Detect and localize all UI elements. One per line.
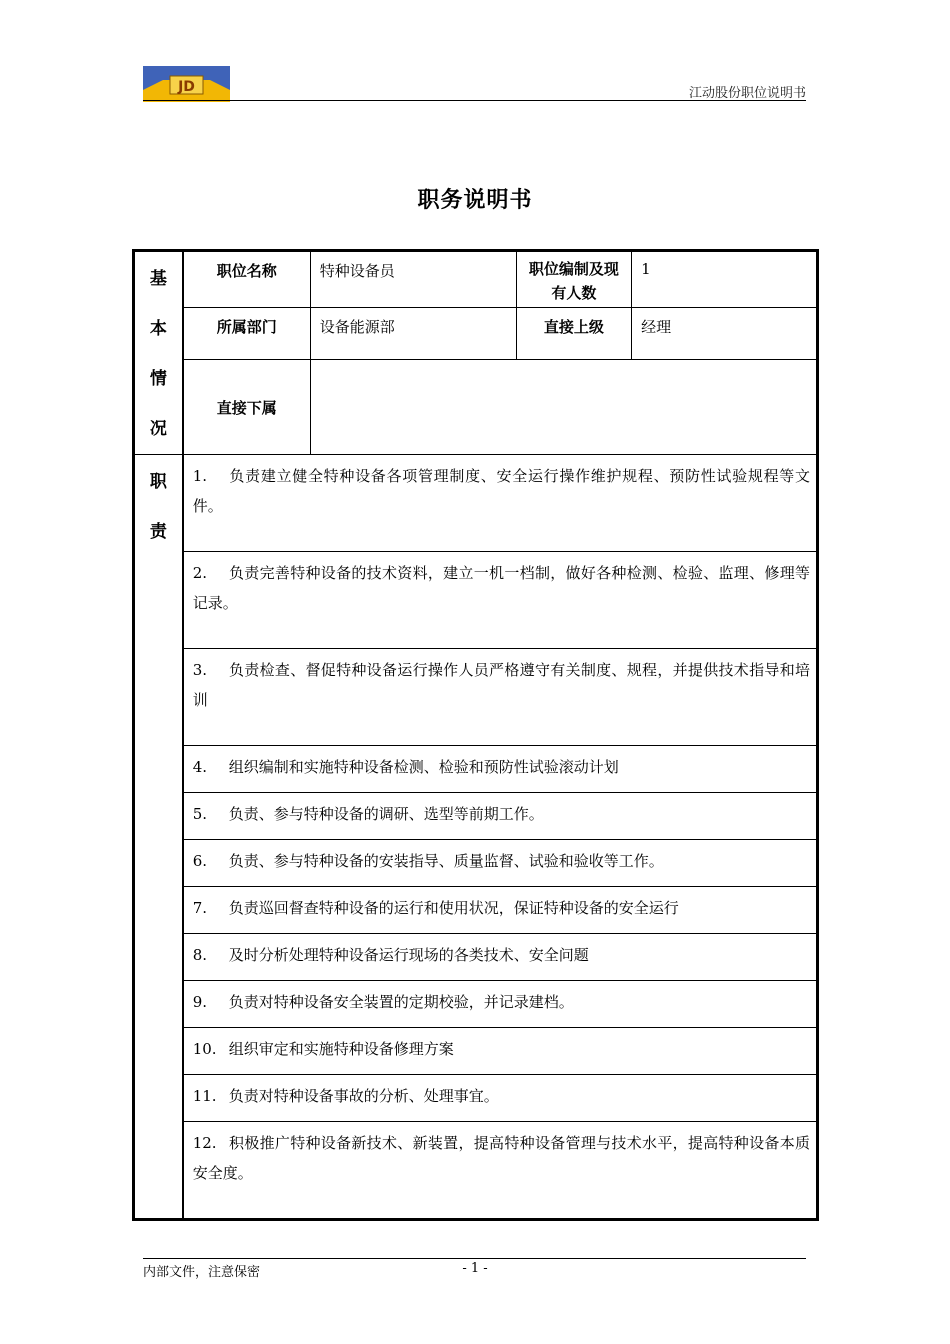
duty-text: 积极推广特种设备新技术、新装置，提高特种设备管理与技术水平，提高特种设备本质安全度。 <box>192 1134 810 1182</box>
duty-text: 组织审定和实施特种设备修理方案 <box>228 1040 454 1058</box>
basic-label-char: 情 <box>149 369 167 389</box>
duty-item <box>183 793 818 840</box>
duties-label-char: 职 <box>149 472 167 492</box>
duty-text: 负责对特种设备事故的分析、处理事宜。 <box>228 1087 499 1105</box>
duty-text: 负责巡回督查特种设备的运行和使用状况，保证特种设备的安全运行 <box>228 899 679 917</box>
basic-label-char: 况 <box>149 419 167 439</box>
headcount-label <box>516 251 632 308</box>
duty-item <box>183 649 818 746</box>
duties-label-char: 责 <box>149 522 167 542</box>
duty-number: 7. <box>192 899 208 917</box>
duty-number: 10. <box>192 1040 217 1058</box>
duty-item <box>183 981 818 1028</box>
footer-confidential-note: 内部文件，注意保密 <box>143 1265 261 1280</box>
duty-number: 4. <box>192 758 208 776</box>
duty-item <box>183 455 818 552</box>
company-logo <box>143 66 230 102</box>
duty-text: 负责、参与特种设备的安装指导、质量监督、试验和验收等工作。 <box>228 852 664 870</box>
document-title: 职务说明书 <box>417 188 533 213</box>
basic-info-section-label <box>134 251 183 455</box>
job-description-table <box>132 249 819 1221</box>
duty-number: 9. <box>192 993 208 1011</box>
duty-text: 组织编制和实施特种设备检测、检验和预防性试验滚动计划 <box>228 758 619 776</box>
header-divider <box>143 100 806 101</box>
logo-text: JD <box>178 79 195 95</box>
duty-number: 11. <box>192 1087 217 1105</box>
duty-text: 负责建立健全特种设备各项管理制度、安全运行操作维护规程、预防性试验规程等文件。 <box>192 467 810 515</box>
duty-number: 6. <box>192 852 208 870</box>
footer-divider <box>143 1258 806 1259</box>
duty-text: 负责、参与特种设备的调研、选型等前期工作。 <box>228 805 544 823</box>
headcount-label-text: 职位编制及现有人数 <box>528 260 619 302</box>
headcount-value: 1 <box>632 251 818 308</box>
duty-number: 12. <box>192 1134 217 1152</box>
header-title: 江动股份职位说明书 <box>688 86 806 101</box>
superior-value: 经理 <box>632 307 818 360</box>
position-name-value: 特种设备员 <box>310 251 516 308</box>
subordinate-value <box>310 360 817 455</box>
duty-text: 负责对特种设备安全装置的定期校验，并记录建档。 <box>228 993 574 1011</box>
duty-number: 8. <box>192 946 208 964</box>
duty-item <box>183 1075 818 1122</box>
basic-label-char: 本 <box>149 319 167 339</box>
duty-text: 负责检查、督促特种设备运行操作人员严格遵守有关制度、规程，并提供技术指导和培训 <box>192 661 810 709</box>
duty-text: 负责完善特种设备的技术资料，建立一机一档制，做好各种检测、检验、监理、修理等记录。 <box>192 564 810 612</box>
page-number: - 1 - <box>462 1261 488 1276</box>
duty-item <box>183 746 818 793</box>
duty-number: 3. <box>192 661 208 679</box>
duty-item <box>183 887 818 934</box>
duty-item <box>183 840 818 887</box>
duty-number: 5. <box>192 805 208 823</box>
department-value: 设备能源部 <box>310 307 516 360</box>
duty-text: 及时分析处理特种设备运行现场的各类技术、安全问题 <box>228 946 589 964</box>
basic-label-char: 基 <box>149 269 167 289</box>
duty-item <box>183 934 818 981</box>
duty-number: 1. <box>192 467 208 485</box>
subordinate-label: 直接下属 <box>183 360 311 455</box>
duty-item <box>183 1122 818 1220</box>
position-name-label: 职位名称 <box>183 251 311 308</box>
duty-number: 2. <box>192 564 208 582</box>
duty-item <box>183 1028 818 1075</box>
duties-section-label <box>134 455 183 1220</box>
superior-label: 直接上级 <box>516 307 632 360</box>
department-label: 所属部门 <box>183 307 311 360</box>
duty-item <box>183 552 818 649</box>
